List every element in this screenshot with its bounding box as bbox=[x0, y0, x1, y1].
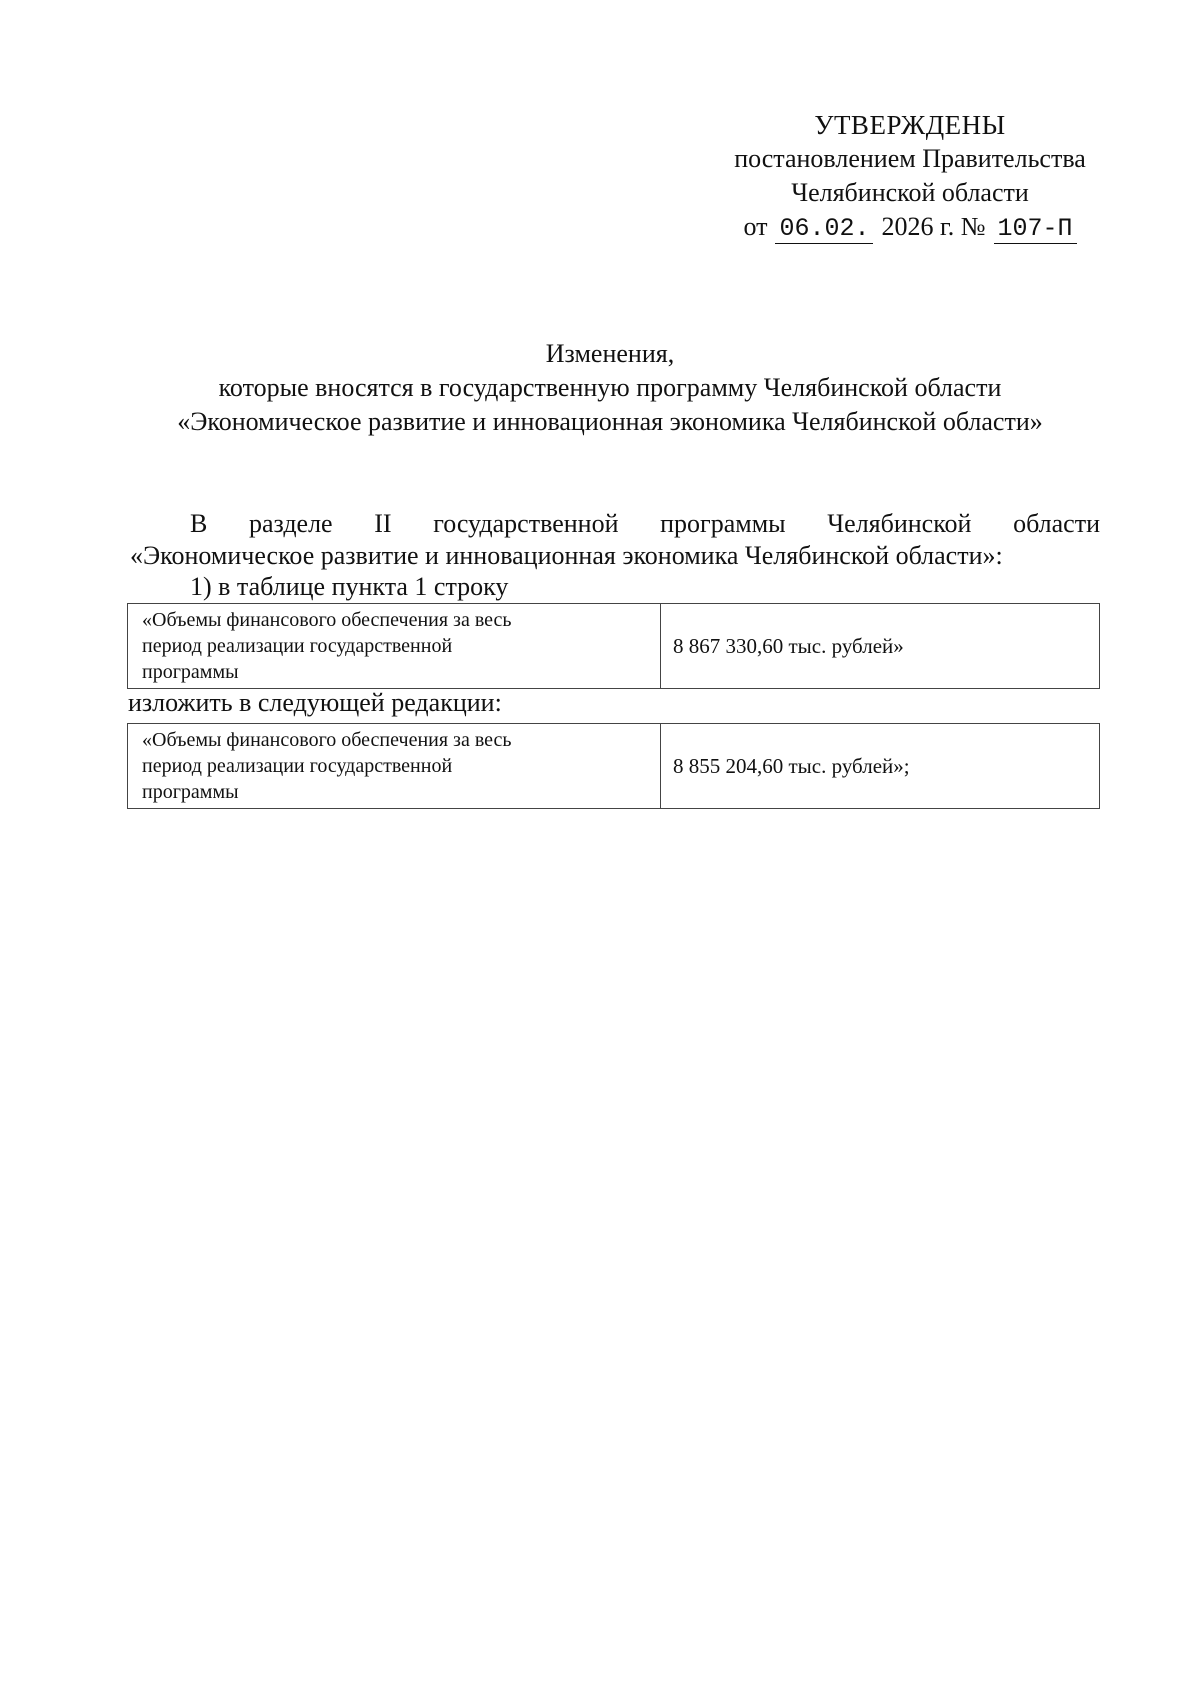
table-row bbox=[128, 724, 1100, 809]
approval-number: 107-П bbox=[994, 215, 1077, 244]
document-heading bbox=[120, 337, 1100, 439]
old-value-cell: 8 867 330,60 тыс. рублей» bbox=[661, 604, 1100, 689]
old-label-line-1: «Объемы финансового обеспечения за весь bbox=[142, 609, 512, 631]
new-label-cell bbox=[128, 724, 661, 809]
date-prefix: от bbox=[743, 212, 768, 241]
old-row-table bbox=[127, 603, 1100, 689]
new-value-cell: 8 855 204,60 тыс. рублей»; bbox=[661, 724, 1100, 809]
old-label-line-2: период реализации государственной bbox=[142, 635, 453, 657]
approval-date-line bbox=[700, 210, 1120, 244]
intro-paragraph bbox=[130, 508, 1100, 572]
approval-line-2: Челябинской области bbox=[791, 178, 1029, 207]
approval-line-1: постановлением Правительства bbox=[734, 144, 1086, 173]
old-label-line-3: программы bbox=[142, 661, 239, 683]
approval-date: 06.02. bbox=[775, 215, 873, 244]
intro-line-1: В разделе II государственной программы Челябинской области bbox=[190, 509, 1100, 538]
heading-line-1: Изменения, bbox=[545, 339, 675, 368]
replace-text: изложить в следующей редакции: bbox=[128, 688, 502, 717]
new-label-line-1: «Объемы финансового обеспечения за весь bbox=[142, 729, 512, 751]
approval-title: УТВЕРЖДЕНЫ bbox=[814, 110, 1006, 140]
table-row bbox=[128, 604, 1100, 689]
approval-year: 2026 г. № bbox=[881, 212, 986, 241]
heading-line-2: которые вносятся в государственную программу Челябинской области bbox=[218, 373, 1002, 402]
new-label-line-2: период реализации государственной bbox=[142, 755, 453, 777]
heading-line-3: «Экономическое развитие и инновационная экономика Челябинской области» bbox=[177, 407, 1043, 436]
new-row-table bbox=[127, 723, 1100, 809]
new-label-line-3: программы bbox=[142, 781, 239, 803]
intro-line-2: «Экономическое развитие и инновационная экономика Челябинской области»: bbox=[130, 541, 1003, 570]
item-1-text: 1) в таблице пункта 1 строку bbox=[190, 572, 509, 601]
approval-block bbox=[700, 108, 1120, 244]
old-label-cell bbox=[128, 604, 661, 689]
